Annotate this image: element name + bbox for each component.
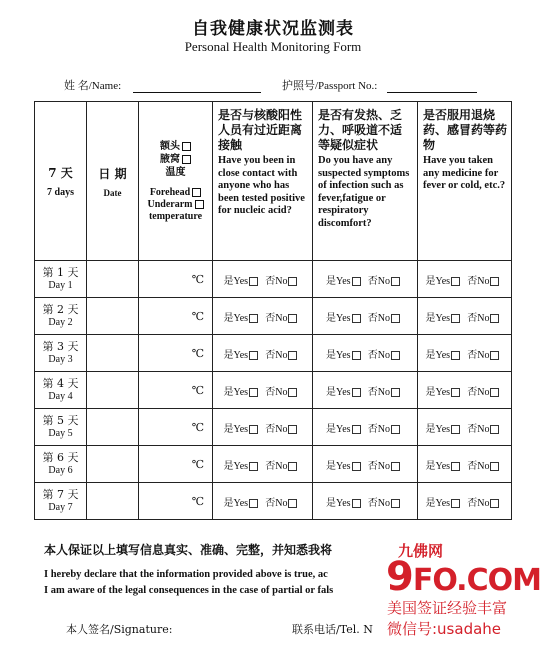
table-row: [35, 409, 512, 446]
day-cell: 第 5 天 Day 5: [35, 409, 87, 446]
no-checkbox[interactable]: [391, 277, 400, 286]
no-checkbox[interactable]: [288, 388, 297, 397]
no-checkbox[interactable]: [490, 314, 499, 323]
temperature-cell[interactable]: ℃: [139, 372, 213, 409]
yes-checkbox[interactable]: [249, 351, 258, 360]
yes-checkbox[interactable]: [352, 314, 361, 323]
watermark-slogan: 美国签证经验丰富: [387, 599, 508, 617]
no-checkbox[interactable]: [391, 499, 400, 508]
contact-question-cell: 是Yes 否No: [213, 372, 313, 409]
table-row: [35, 298, 512, 335]
no-checkbox[interactable]: [391, 314, 400, 323]
yes-checkbox[interactable]: [451, 351, 460, 360]
yes-checkbox[interactable]: [249, 425, 258, 434]
date-cell[interactable]: [87, 335, 139, 372]
day-cell: 第 3 天 Day 3: [35, 335, 87, 372]
table-row: [35, 372, 512, 409]
date-cell[interactable]: [87, 298, 139, 335]
symptoms-question-cell: 是Yes 否No: [313, 409, 418, 446]
signature-label: 本人签名/Signature:: [66, 623, 173, 636]
underarm-checkbox[interactable]: [195, 200, 204, 209]
header-question-contact: 是否与核酸阳性人员有过近距离接触 Have you been in close contact with anyone who has been tested positive for nucleic acid?: [213, 102, 313, 261]
yes-checkbox[interactable]: [451, 425, 460, 434]
yes-checkbox[interactable]: [451, 388, 460, 397]
header-question-medicine: 是否服用退烧药、感冒药等药物 Have you taken any medicine for fever or cold, etc.?: [418, 102, 512, 261]
symptoms-question-cell: 是Yes 否No: [313, 261, 418, 298]
table-row: [35, 483, 512, 520]
table-row: [35, 446, 512, 483]
symptoms-question-cell: 是Yes 否No: [313, 483, 418, 520]
tel-label: 联系电话/Tel. N: [292, 623, 373, 636]
yes-checkbox[interactable]: [352, 462, 361, 471]
header-date: 日 期 Date: [87, 102, 139, 261]
yes-checkbox[interactable]: [352, 388, 361, 397]
no-checkbox[interactable]: [391, 388, 400, 397]
no-checkbox[interactable]: [391, 462, 400, 471]
watermark-logo: [380, 540, 546, 659]
contact-question-cell: 是Yes 否No: [213, 409, 313, 446]
no-checkbox[interactable]: [391, 351, 400, 360]
temperature-cell[interactable]: ℃: [139, 298, 213, 335]
medicine-question-cell: 是Yes 否No: [418, 446, 512, 483]
date-cell[interactable]: [87, 446, 139, 483]
header-question-symptoms: 是否有发热、乏力、呼吸道不适等疑似症状 Do you have any suspected symptoms of infection such as fever,fatigue or respiratory discomfort?: [313, 102, 418, 261]
yes-checkbox[interactable]: [249, 462, 258, 471]
date-cell[interactable]: [87, 372, 139, 409]
form-subtitle: Personal Health Monitoring Form: [184, 39, 362, 54]
no-checkbox[interactable]: [288, 314, 297, 323]
watermark-wechat: 微信号:usadahe: [387, 620, 502, 638]
medicine-question-cell: 是Yes 否No: [418, 298, 512, 335]
watermark-site-name: 九佛网: [398, 542, 444, 560]
header-temperature: 额头 腋窝 温度 Forehead Underarm temperature: [139, 102, 213, 261]
no-checkbox[interactable]: [490, 499, 499, 508]
medicine-question-cell: 是Yes 否No: [418, 409, 512, 446]
day-cell: 第 4 天 Day 4: [35, 372, 87, 409]
passport-label: 护照号/Passport No.:: [282, 80, 378, 92]
declaration-chinese: 本人保证以上填写信息真实、准确、完整，并知悉我将: [44, 543, 333, 557]
temperature-cell[interactable]: ℃: [139, 261, 213, 298]
day-cell: 第 2 天 Day 2: [35, 298, 87, 335]
declaration-english-line2: I am aware of the legal consequences in the case of partial or fals: [44, 585, 334, 596]
yes-checkbox[interactable]: [451, 277, 460, 286]
contact-question-cell: 是Yes 否No: [213, 261, 313, 298]
symptoms-question-cell: 是Yes 否No: [313, 372, 418, 409]
no-checkbox[interactable]: [288, 425, 297, 434]
contact-question-cell: 是Yes 否No: [213, 446, 313, 483]
yes-checkbox[interactable]: [352, 425, 361, 434]
header-7-days: 7 天 7 days: [35, 102, 87, 261]
symptoms-question-cell: 是Yes 否No: [313, 335, 418, 372]
no-checkbox[interactable]: [288, 277, 297, 286]
header-row: [35, 102, 512, 261]
day-cell: 第 1 天 Day 1: [35, 261, 87, 298]
temperature-cell[interactable]: ℃: [139, 409, 213, 446]
no-checkbox[interactable]: [490, 277, 499, 286]
medicine-question-cell: 是Yes 否No: [418, 335, 512, 372]
no-checkbox[interactable]: [288, 351, 297, 360]
no-checkbox[interactable]: [391, 425, 400, 434]
contact-question-cell: 是Yes 否No: [213, 298, 313, 335]
day-cell: 第 7 天 Day 7: [35, 483, 87, 520]
no-checkbox[interactable]: [490, 462, 499, 471]
underarm-checkbox-zh[interactable]: [182, 155, 191, 164]
watermark-domain: 9FO.COM: [386, 554, 541, 600]
name-label: 姓 名/Name:: [64, 80, 122, 92]
date-cell[interactable]: [87, 483, 139, 520]
symptoms-question-cell: 是Yes 否No: [313, 298, 418, 335]
medicine-question-cell: 是Yes 否No: [418, 261, 512, 298]
temperature-cell[interactable]: ℃: [139, 446, 213, 483]
passport-line[interactable]: [387, 81, 477, 93]
forehead-checkbox[interactable]: [192, 188, 201, 197]
table-row: [35, 335, 512, 372]
contact-question-cell: 是Yes 否No: [213, 335, 313, 372]
declaration-english-line1: I hereby declare that the information provided above is true, ac: [44, 569, 328, 580]
no-checkbox[interactable]: [490, 425, 499, 434]
date-cell[interactable]: [87, 409, 139, 446]
name-line[interactable]: [133, 81, 261, 93]
medicine-question-cell: 是Yes 否No: [418, 372, 512, 409]
passport-field: [282, 77, 477, 93]
date-cell[interactable]: [87, 261, 139, 298]
form-title: 自我健康状况监测表: [192, 19, 354, 39]
medicine-question-cell: 是Yes 否No: [418, 483, 512, 520]
forehead-checkbox-zh[interactable]: [182, 142, 191, 151]
yes-checkbox[interactable]: [249, 277, 258, 286]
symptoms-question-cell: 是Yes 否No: [313, 446, 418, 483]
no-checkbox[interactable]: [288, 462, 297, 471]
yes-checkbox[interactable]: [352, 277, 361, 286]
yes-checkbox[interactable]: [451, 499, 460, 508]
temperature-cell[interactable]: ℃: [139, 335, 213, 372]
yes-checkbox[interactable]: [249, 388, 258, 397]
monitoring-table: [34, 101, 512, 520]
day-cell: 第 6 天 Day 6: [35, 446, 87, 483]
table-row: [35, 261, 512, 298]
no-checkbox[interactable]: [288, 499, 297, 508]
yes-checkbox[interactable]: [249, 314, 258, 323]
contact-question-cell: 是Yes 否No: [213, 483, 313, 520]
yes-checkbox[interactable]: [352, 499, 361, 508]
temperature-cell[interactable]: ℃: [139, 483, 213, 520]
no-checkbox[interactable]: [490, 351, 499, 360]
yes-checkbox[interactable]: [249, 499, 258, 508]
no-checkbox[interactable]: [490, 388, 499, 397]
name-field: [64, 77, 261, 93]
yes-checkbox[interactable]: [451, 462, 460, 471]
yes-checkbox[interactable]: [451, 314, 460, 323]
yes-checkbox[interactable]: [352, 351, 361, 360]
